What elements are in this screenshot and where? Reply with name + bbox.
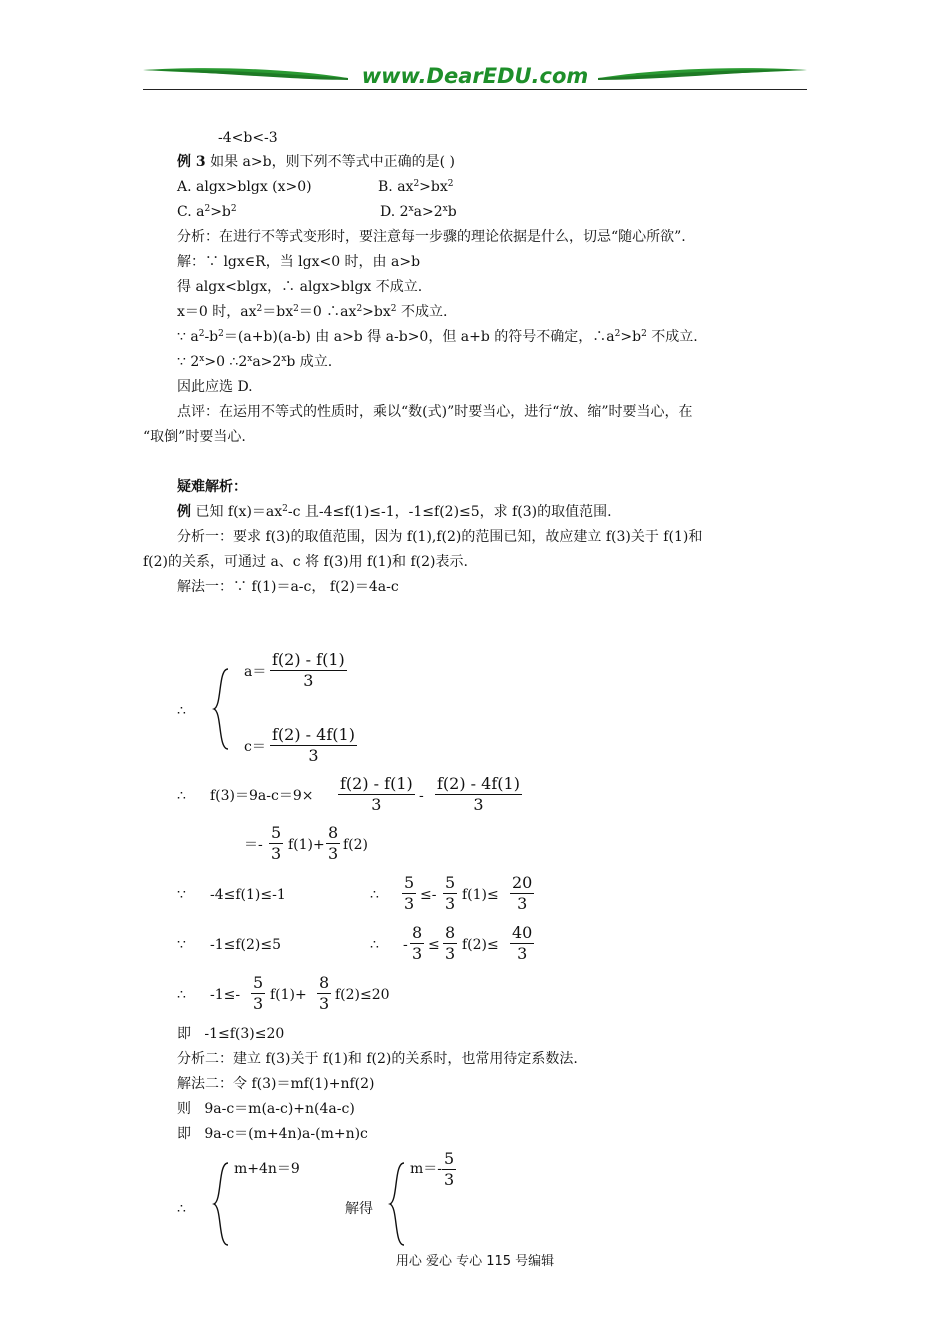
option-d: D. $2^xa>2^xb$ <box>380 204 457 220</box>
le-minus: ≤- <box>420 887 437 903</box>
eq-minus: ＝- <box>244 837 263 853</box>
section-heading: 疑难解析： <box>177 479 247 495</box>
f2-le: f(2)≤ <box>462 937 499 953</box>
fraction-5-3: $\frac{5}{3}$ <box>404 873 415 913</box>
therefore-symbol: ∴ <box>177 987 186 1003</box>
system-equation: m+4n＝9 <box>234 1161 300 1177</box>
text-line: 即 -1≤f(3)≤20 <box>177 1026 285 1042</box>
left-brace-icon <box>212 668 230 750</box>
therefore-symbol: ∴ <box>177 788 186 804</box>
f2-term: f(2) <box>343 837 369 853</box>
text-line: 因此应选 D. <box>177 379 253 395</box>
text-line: ∵ $2^x>0$ $\therefore 2^xa>2^xb$ 成立. <box>177 354 333 370</box>
solution-line: 解：∵ lgx∈R，当 lgx<0 时，由 a>b <box>177 254 421 270</box>
option-a: A. algx>blgx (x>0) <box>177 179 312 195</box>
text-line: 则 9a-c＝m(a-c)+n(4a-c) <box>177 1101 355 1117</box>
text-line: ∵ $a^2-b^2=(a+b)(a-b)$ 由 a>b 得 a-b>0，但 a+b 的符号不确定，$\therefore a^2>b^2$ 不成立. <box>177 329 698 345</box>
analysis-line: f(2)的关系，可通过 a、c 将 f(3)用 f(1)和 f(2)表示. <box>143 554 468 570</box>
minus-sign: - <box>403 937 408 953</box>
fraction-8-3: $\frac{8}{3}$ <box>319 973 330 1013</box>
option-c: C. $a^2>b^2$ <box>177 204 237 220</box>
analysis-line: 分析：在进行不等式变形时，要注意每一步骤的理论依据是什么，切忌“随心所欲”. <box>177 229 686 245</box>
equation-c-label: c＝ <box>244 739 266 755</box>
fraction-a-2: $\frac{f(2) - f(1)}{3}$ <box>340 774 413 814</box>
fraction-8-3: $\frac{8}{3}$ <box>328 823 339 863</box>
f3-lhs: f(3)＝9a-c＝9× <box>210 788 314 804</box>
fraction-5-3: $\frac{5}{3}$ <box>271 823 282 863</box>
sum-left: -1≤- <box>210 987 241 1003</box>
text-line: -4<b<-3 <box>218 130 278 146</box>
fraction-c-2: $\frac{f(2) - 4f(1)}{3}$ <box>437 774 520 814</box>
le-sign: ≤ <box>428 937 440 953</box>
page-footer: 用心 爱心 专心 115 号编辑 <box>395 1254 555 1269</box>
sum-mid: f(1)+ <box>270 987 307 1003</box>
example-line: 例 已知 $f(x)=ax^2-c$ 且-4≤f(1)≤-1，-1≤f(2)≤5，求 f(3)的取值范围. <box>177 504 612 520</box>
inequality-f2: -1≤f(2)≤5 <box>210 937 282 953</box>
fraction-a: $\frac{f(2) - f(1)}{3}$ <box>272 650 345 690</box>
solve-label: 解得 <box>345 1201 373 1217</box>
fraction-5-3: $\frac{5}{3}$ <box>253 973 264 1013</box>
therefore-symbol: ∴ <box>370 887 379 903</box>
f1-le: f(1)≤ <box>462 887 499 903</box>
because-symbol: ∵ <box>177 887 186 903</box>
site-header-banner <box>143 62 807 92</box>
therefore-symbol: ∴ <box>370 937 379 953</box>
inequality-f1: -4≤f(1)≤-1 <box>210 887 286 903</box>
text-line: 即 9a-c＝(m+4n)a-(m+n)c <box>177 1126 368 1142</box>
fraction-c: $\frac{f(2) - 4f(1)}{3}$ <box>272 725 355 765</box>
comment-line: 点评：在运用不等式的性质时，乘以“数(式)”时要当心，进行“放、缩”时要当心，在 <box>177 404 693 420</box>
m-equation: m＝- <box>410 1161 443 1177</box>
equation-a-label: a＝ <box>244 664 267 680</box>
left-brace-icon <box>212 1162 230 1246</box>
analysis-line: 分析二：建立 f(3)关于 f(1)和 f(2)的关系时，也常用待定系数法. <box>177 1051 578 1067</box>
text-line: x＝0 时，$ax^2=bx^2=0$ $\therefore ax^2>bx^2$ 不成立. <box>177 304 448 320</box>
f1-term: f(1)+ <box>288 837 325 853</box>
text-line: 得 algx<blgx，∴ algx>blgx 不成立. <box>177 279 423 295</box>
solution-line: 解法二：令 f(3)＝mf(1)+nf(2) <box>177 1076 375 1092</box>
analysis-line: 分析一：要求 f(3)的取值范围，因为 f(1),f(2)的范围已知，故应建立 f(3)关于 f(1)和 <box>177 529 703 545</box>
fraction-20-3: $\frac{20}{3}$ <box>512 873 533 913</box>
fraction-5-3: $\frac{5}{3}$ <box>444 1149 455 1189</box>
therefore-symbol: ∴ <box>177 1201 186 1217</box>
fraction-8-3: $\frac{8}{3}$ <box>412 923 423 963</box>
minus-sign: - <box>419 788 424 804</box>
fraction-8-3: $\frac{8}{3}$ <box>445 923 456 963</box>
option-b: B. $ax^2>bx^2$ <box>378 179 454 195</box>
comment-line: “取倒”时要当心. <box>143 429 246 445</box>
example-3-line: 例 3 如果 a>b，则下列不等式中正确的是( ) <box>177 154 455 170</box>
fraction-5-3: $\frac{5}{3}$ <box>445 873 456 913</box>
fraction-40-3: $\frac{40}{3}$ <box>512 923 533 963</box>
because-symbol: ∵ <box>177 937 186 953</box>
left-brace-icon <box>388 1162 406 1246</box>
header-rule <box>143 89 807 90</box>
solution-line: 解法一：∵ f(1)＝a-c， f(2)＝4a-c <box>177 579 399 595</box>
therefore-symbol: ∴ <box>177 703 186 719</box>
site-logo-text[interactable]: www.DearEDU.com <box>361 64 589 88</box>
sum-right: f(2)≤20 <box>335 987 390 1003</box>
